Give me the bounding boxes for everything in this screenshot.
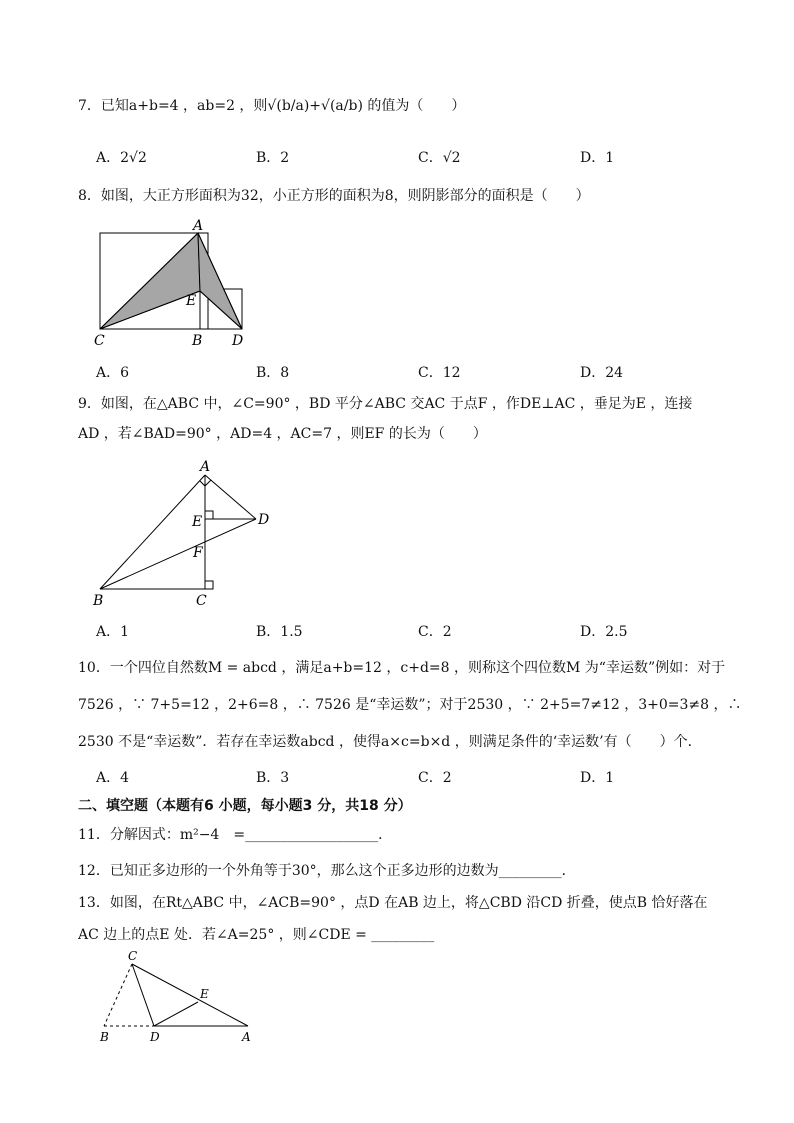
q13-label-d: D — [150, 1030, 160, 1044]
q10-line-1: 10．一个四位自然数M = abcd ，满足a+b=12 ，c+d=8 ，则称这个四位数M 为“幸运数”例如：对于 — [78, 660, 726, 676]
q13-label-e: E — [200, 987, 209, 1001]
q7-option-b: B．2 — [256, 150, 290, 166]
q11-text: 11．分解因式：m²−4 =___________________． — [78, 827, 393, 843]
q13-line-1: 13．如图，在Rt△ABC 中，∠ACB=90° ，点D 在AB 边上，将△CBD 沿CD 折叠，使点B 恰好落在 — [78, 895, 708, 911]
q13-label-a: A — [242, 1030, 251, 1044]
q7-option-a: A．2√2 — [96, 150, 147, 166]
q7-option-d: D．1 — [580, 150, 615, 166]
q8-label-c: C — [94, 333, 105, 349]
q9-label-a: A — [200, 459, 211, 475]
q10-line-2: 7526 ，∵ 7+5=12 ，2+6=8 ，∴ 7526 是“幸运数”；对于2530 ，∵ 2+5=7≠12 ，3+0=3≠8 ，∴ — [78, 697, 742, 713]
q9-line-1: 9．如图，在△ABC 中，∠C=90° ，BD 平分∠ABC 交AC 于点F ，作DE⊥AC ，垂足为E ，连接 — [78, 396, 693, 412]
section-heading: 二、填空题（本题有6 小题，每小题3 分，共18 分） — [78, 798, 412, 814]
q8-label-a: A — [193, 218, 204, 234]
q10-option-c: C．2 — [418, 770, 452, 786]
q8-label-b: B — [192, 333, 203, 349]
q9-label-c: C — [196, 593, 207, 609]
q9-option-a: A．1 — [96, 624, 130, 640]
q7-option-c: C．√2 — [418, 150, 461, 166]
q9-option-b: B．1.5 — [256, 624, 303, 640]
q8-label-e: E — [186, 293, 197, 309]
q9-label-e: E — [192, 514, 203, 530]
q8-option-c: C．12 — [418, 365, 461, 381]
q8-option-a: A．6 — [96, 365, 130, 381]
q7-text: 7．已知a+b=4 ，ab=2 ，则√(b/a)+√(a/b) 的值为（ ） — [78, 98, 466, 114]
q13-line-2: AC 边上的点E 处．若∠A=25° ，则∠CDE = _________ — [78, 927, 435, 943]
q13-figure — [92, 950, 262, 1050]
q8-label-d: D — [232, 333, 244, 349]
q8-option-d: D．24 — [580, 365, 624, 381]
q9-label-d: D — [258, 512, 270, 528]
q9-option-c: C．2 — [418, 624, 452, 640]
q10-option-a: A．4 — [96, 770, 130, 786]
q13-label-c: C — [128, 950, 138, 963]
q9-line-2: AD ，若∠BAD=90° ，AD=4 ，AC=7 ，则EF 的长为（ ） — [78, 426, 487, 442]
q8-text: 8．如图，大正方形面积为32，小正方形的面积为8，则阴影部分的面积是（ ） — [78, 188, 590, 204]
q9-label-f: F — [193, 545, 203, 561]
q8-option-b: B．8 — [256, 365, 290, 381]
q10-option-b: B．3 — [256, 770, 290, 786]
q13-label-b: B — [100, 1030, 109, 1044]
q10-option-d: D．1 — [580, 770, 615, 786]
q12-text: 12．已知正多边形的一个外角等于30°，那么这个正多边形的边数为_________． — [78, 863, 576, 879]
q9-label-b: B — [93, 593, 104, 609]
q9-option-d: D．2.5 — [580, 624, 628, 640]
q10-line-3: 2530 不是“幸运数”．若存在幸运数abcd ，使得a×c=b×d ，则满足条件的‘幸运数’有（ ）个． — [78, 734, 702, 750]
q9-figure — [88, 455, 278, 610]
q8-figure — [90, 215, 260, 350]
